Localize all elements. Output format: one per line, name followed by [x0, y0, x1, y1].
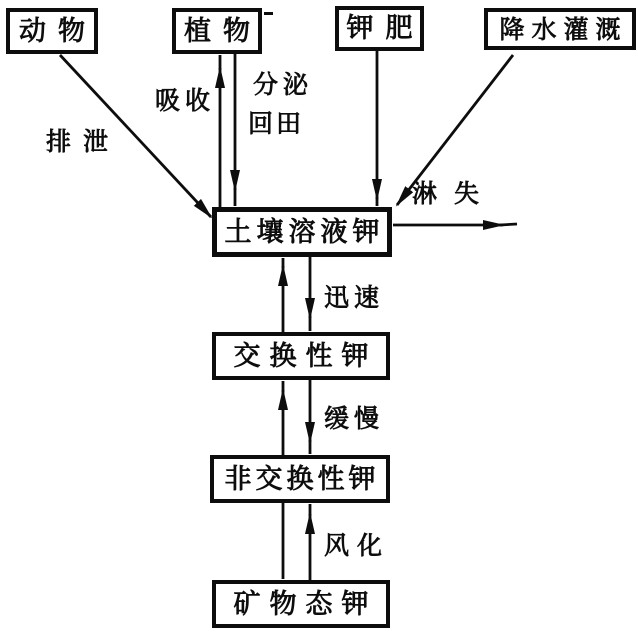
edge-label-rapid: 迅速 — [324, 283, 385, 312]
edge-leaching-stub — [500, 224, 517, 225]
edge-label-return-to-field: 回田 — [248, 109, 305, 138]
node-mineral-k: 矿物态钾 — [212, 580, 390, 628]
node-potassium-fertilizer: 钾肥 — [335, 6, 424, 51]
node-non-exchangeable-k: 非交换性钾 — [210, 455, 390, 503]
edge-label-absorption: 吸收 — [155, 86, 216, 115]
node-precipitation-irrigation: 降水灌溉 — [484, 8, 636, 50]
stray-scan-mark — [264, 12, 273, 15]
node-exchangeable-k: 交换性钾 — [212, 332, 390, 380]
edge-label-slow: 缓慢 — [324, 404, 385, 433]
edge-label-excretion: 排泄 — [46, 127, 121, 156]
node-animal: 动物 — [6, 8, 98, 54]
node-soil-solution-k: 土壤溶液钾 — [212, 207, 392, 257]
edge-label-leaching: 淋失 — [412, 179, 497, 208]
edge-label-weathering: 风化 — [324, 531, 391, 560]
node-plant: 植物 — [172, 8, 262, 54]
edge-label-secretion: 分泌 — [253, 70, 314, 99]
